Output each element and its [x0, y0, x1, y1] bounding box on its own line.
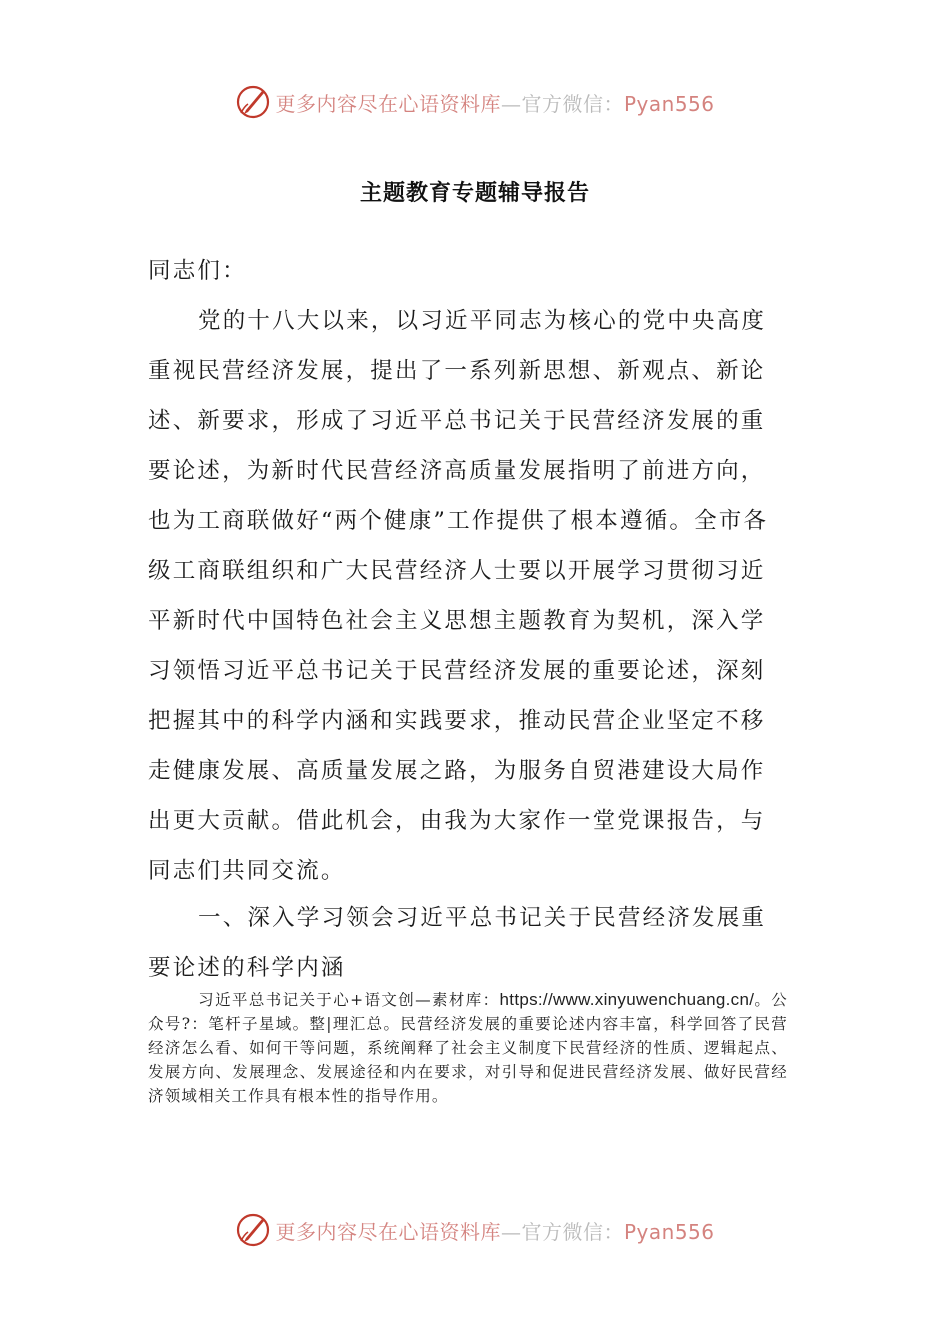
banner-text: [275, 1216, 714, 1245]
salutation: 同志们：: [148, 258, 247, 284]
quill-pen-logo-icon: [235, 1212, 271, 1248]
banner-wechat-id: Pyan556: [623, 1219, 715, 1244]
banner-separator: —: [500, 91, 522, 116]
note-url-link[interactable]: https://www.xinyuwenchuang.cn/: [499, 990, 755, 1009]
section-body-note: [148, 988, 788, 1108]
document-title: 主题教育专题辅导报告: [359, 180, 590, 206]
body-paragraph: 党的十八大以来，以习近平同志为核心的党中央高度重视民营经济发展，提出了一系列新思想、新观点、新论述、新要求，形成了习近平总书记关于民营经济发展的重要论述，为新时代民营经济高质量发展指明了前进方向，也为工商联做好“两个健康”工作提供了根本遵循。全市各级工商联组织和广大民营经济人士要以开展学习贯彻习近平新时代中国特色社会主义思想主题教育为契机，深入学习领悟习近平总书记关于民营经济发展的重要论述，深刻把握其中的科学内涵和实践要求，推动民营企业坚定不移走健康发展、高质量发展之路，为服务自贸港建设大局作出更大贡献。借此机会，由我为大家作一堂党课报告，与同志们共同交流。: [148, 308, 769, 884]
banner-separator: —: [500, 1219, 522, 1244]
section-heading: 一、深入学习领会习近平总书记关于民营经济发展重要论述的科学内涵: [148, 905, 767, 981]
banner-brand: 更多内容尽在心语资料库: [275, 91, 501, 116]
banner-text: [275, 88, 714, 117]
footer-watermark-banner: [0, 1208, 950, 1252]
note-text-end: 。公众号?：笔杆子星域。整|理汇总。民营经济发展的重要论述内容丰富，科学回答了民营经济怎么看、如何干等问题，系统阐释了社会主义制度下民营经济的性质、逻辑起点、发展方向、发展理念、发展途径和内在要求，对引导和促进民营经济发展、做好民营经济领域相关工作具有根本性的指导作用。: [148, 991, 788, 1105]
header-watermark-banner: [0, 80, 950, 124]
note-text-start: 习近平总书记关于心+语文创—素材库：: [198, 991, 500, 1009]
quill-pen-logo-icon: [235, 84, 271, 120]
banner-wechat-id: Pyan556: [623, 91, 715, 116]
banner-brand: 更多内容尽在心语资料库: [275, 1219, 501, 1244]
banner-wechat-label: 官方微信：: [521, 1219, 624, 1244]
banner-wechat-label: 官方微信：: [521, 91, 624, 116]
